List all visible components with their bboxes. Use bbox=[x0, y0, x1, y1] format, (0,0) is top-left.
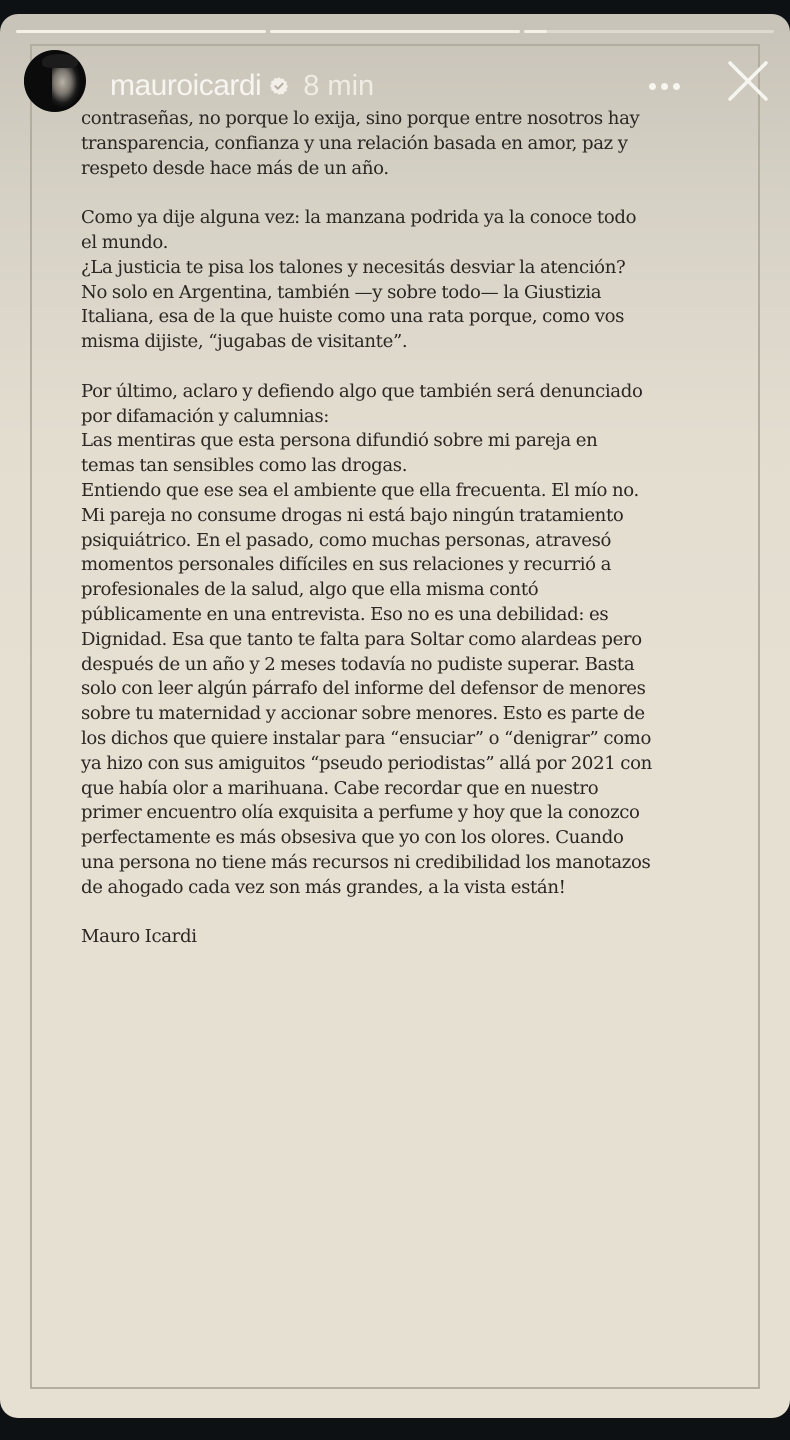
text-line: perfectamente es más obsesiva que yo con los olores. Cuando bbox=[81, 827, 624, 849]
text-line: profesionales de la salud, algo que ella misma contó bbox=[81, 579, 539, 601]
close-button[interactable] bbox=[726, 59, 770, 103]
progress-segment-3 bbox=[524, 30, 774, 33]
progress-segment-2 bbox=[270, 30, 520, 33]
paragraph-2 bbox=[81, 206, 741, 355]
text-line: de ahogado cada vez son más grandes, a la vista están! bbox=[81, 876, 566, 898]
text-line: Como ya dije alguna vez: la manzana podrida ya la conoce todo bbox=[81, 207, 637, 229]
post-time: 8 min bbox=[303, 69, 375, 102]
text-line: Por último, aclaro y defiendo algo que también será denunciado bbox=[81, 380, 643, 402]
text-line: No solo en Argentina, también —y sobre todo— la Giustizia bbox=[81, 281, 602, 303]
text-line: Entiendo que ese sea el ambiente que ella frecuenta. El mío no. bbox=[81, 479, 639, 501]
more-horizontal-icon bbox=[661, 83, 668, 90]
story-progress-bar bbox=[16, 30, 774, 34]
more-horizontal-icon bbox=[673, 83, 680, 90]
more-options-button[interactable] bbox=[649, 83, 680, 90]
story-text-content bbox=[81, 107, 741, 975]
text-line: públicamente en una entrevista. Eso no es una debilidad: es bbox=[81, 603, 609, 625]
text-line: primer encuentro olía exquisita a perfume y hoy que la conozco bbox=[81, 802, 640, 824]
progress-fill bbox=[16, 30, 266, 33]
close-icon bbox=[726, 59, 770, 103]
paragraph-1 bbox=[81, 107, 741, 181]
text-line: Italiana, esa de la que huiste como una rata porque, como vos bbox=[81, 306, 625, 328]
signature bbox=[81, 925, 741, 950]
text-line: sobre tu maternidad y accionar sobre menores. Esto es parte de bbox=[81, 703, 645, 725]
progress-fill bbox=[524, 30, 547, 33]
text-line: momentos personales difíciles en sus relaciones y recurrió a bbox=[81, 554, 612, 576]
text-line: temas tan sensibles como las drogas. bbox=[81, 455, 408, 477]
text-line: contraseñas, no porque lo exija, sino porque entre nosotros hay bbox=[81, 108, 640, 129]
signature-name: Mauro Icardi bbox=[81, 926, 197, 948]
story-viewer[interactable] bbox=[0, 14, 790, 1418]
text-line: el mundo. bbox=[81, 231, 168, 253]
story-header bbox=[24, 50, 774, 112]
progress-segment-1 bbox=[16, 30, 266, 33]
text-line: psiquiátrico. En el pasado, como muchas personas, atravesó bbox=[81, 529, 612, 551]
username-link[interactable]: mauroicardi bbox=[110, 69, 262, 102]
verified-badge-icon bbox=[269, 76, 289, 96]
text-line: transparencia, confianza y una relación basada en amor, paz y bbox=[81, 132, 628, 154]
progress-fill bbox=[270, 30, 520, 33]
more-horizontal-icon bbox=[649, 83, 656, 90]
text-line: solo con leer algún párrafo del informe del defensor de menores bbox=[81, 678, 646, 700]
text-line: una persona no tiene más recursos ni credibilidad los manotazos bbox=[81, 851, 651, 873]
text-line: Mi pareja no consume drogas ni está bajo ningún tratamiento bbox=[81, 504, 624, 526]
avatar[interactable] bbox=[24, 50, 86, 112]
text-line: después de un año y 2 meses todavía no pudiste superar. Basta bbox=[81, 653, 635, 675]
text-line: ya hizo con sus amiguitos “pseudo periodistas” allá por 2021 con bbox=[81, 752, 652, 774]
text-line: ¿La justicia te pisa los talones y necesitás desviar la atención? bbox=[81, 256, 626, 278]
text-line: que había olor a marihuana. Cabe recordar que en nuestro bbox=[81, 777, 599, 799]
text-line: respeto desde hace más de un año. bbox=[81, 157, 389, 179]
text-line: los dichos que quiere instalar para “ensuciar” o “denigrar” como bbox=[81, 727, 652, 749]
text-line: misma dijiste, “jugabas de visitante”. bbox=[81, 331, 408, 353]
text-line: Dignidad. Esa que tanto te falta para Soltar como alardeas pero bbox=[81, 628, 642, 650]
paragraph-3 bbox=[81, 380, 741, 901]
text-line: por difamación y calumnias: bbox=[81, 405, 330, 427]
text-line: Las mentiras que esta persona difundió sobre mi pareja en bbox=[81, 430, 598, 452]
